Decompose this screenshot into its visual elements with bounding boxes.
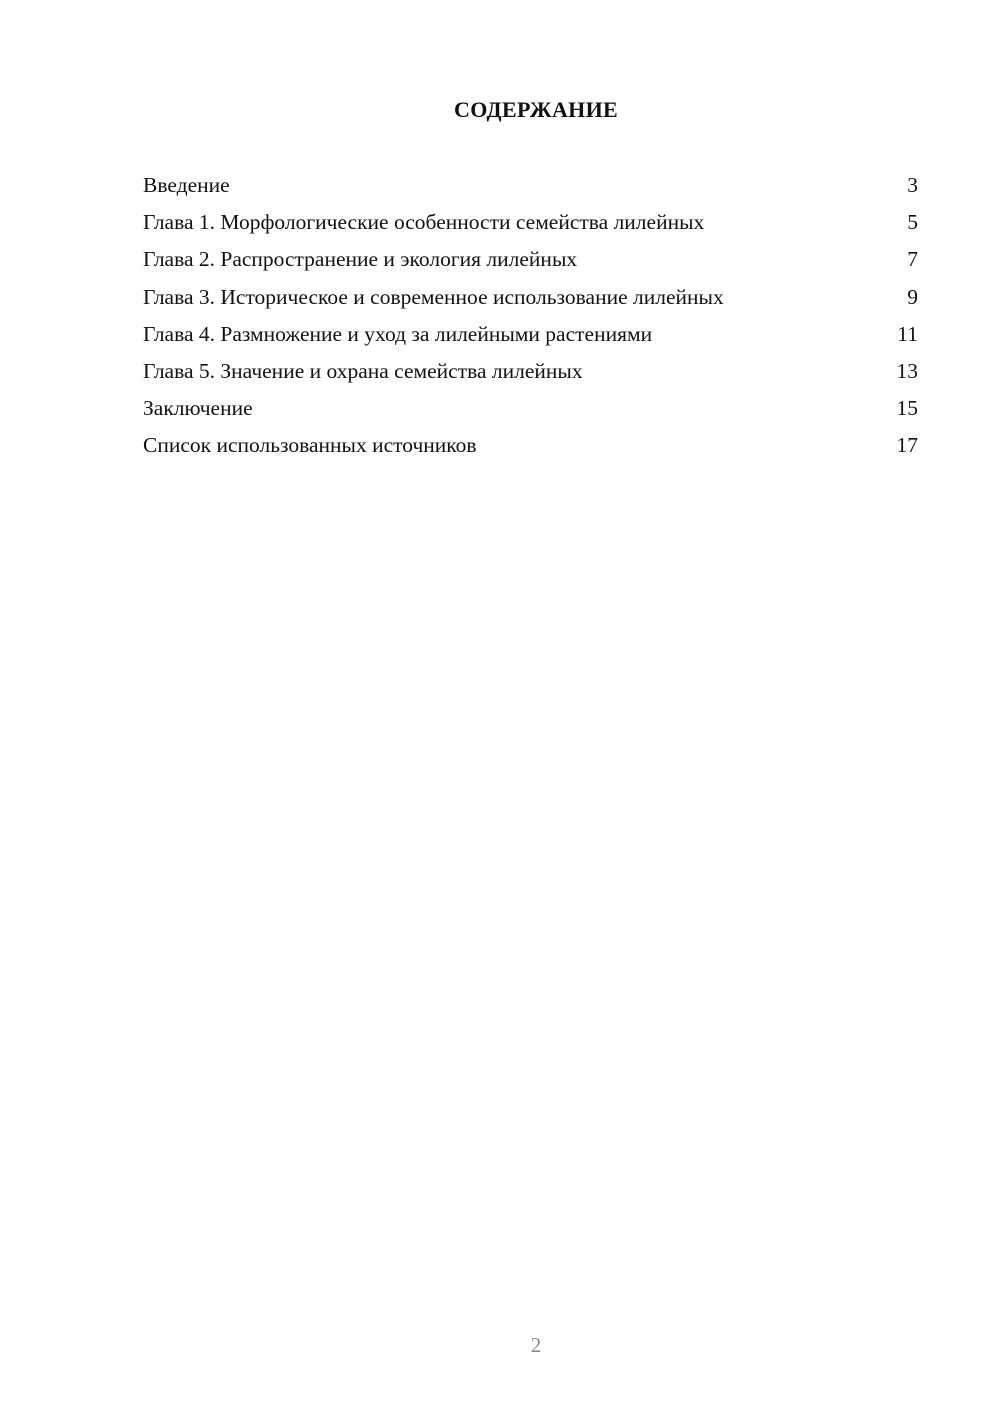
toc-entry-chapter-2: [143, 241, 918, 278]
toc-entry-page-number: 3: [907, 173, 918, 197]
page-title: СОДЕРЖАНИЕ: [454, 97, 618, 122]
toc-entry-chapter-3: [143, 279, 918, 316]
toc-entry-title: Глава 3. Историческое и современное использование лилейных: [143, 284, 724, 309]
toc-entry-page-number: 7: [907, 247, 918, 272]
toc-entry-page-number: 17: [896, 433, 918, 458]
toc-entry-conclusion: [143, 390, 918, 427]
toc-entry-page-number: 13: [896, 358, 918, 383]
toc-entry-title: Глава 1. Морфологические особенности семейства лилейных: [143, 210, 705, 235]
toc-entry-title: Список использованных источников: [143, 433, 477, 458]
toc-entry-chapter-4: [143, 316, 918, 353]
toc-entry-chapter-5: [143, 353, 918, 390]
toc-entry-page-number: 9: [907, 284, 918, 309]
toc-entry-title: Глава 2. Распространение и экология лилейных: [143, 247, 578, 272]
toc-entry-page-number: 11: [897, 321, 918, 346]
toc-entry-chapter-1: [143, 204, 918, 241]
toc-entry-introduction: [143, 167, 918, 204]
table-of-contents: [143, 167, 918, 465]
toc-entry-title: Глава 4. Размножение и уход за лилейными растениями: [143, 321, 653, 346]
toc-entry-title: Введение: [143, 173, 230, 197]
toc-entry-references: [143, 427, 918, 464]
toc-entry-page-number: 15: [896, 396, 918, 421]
toc-entry-title: Заключение: [143, 396, 253, 421]
page-number: 2: [530, 1333, 542, 1357]
toc-entry-title: Глава 5. Значение и охрана семейства лилейных: [143, 358, 583, 383]
toc-entry-page-number: 5: [907, 210, 918, 235]
